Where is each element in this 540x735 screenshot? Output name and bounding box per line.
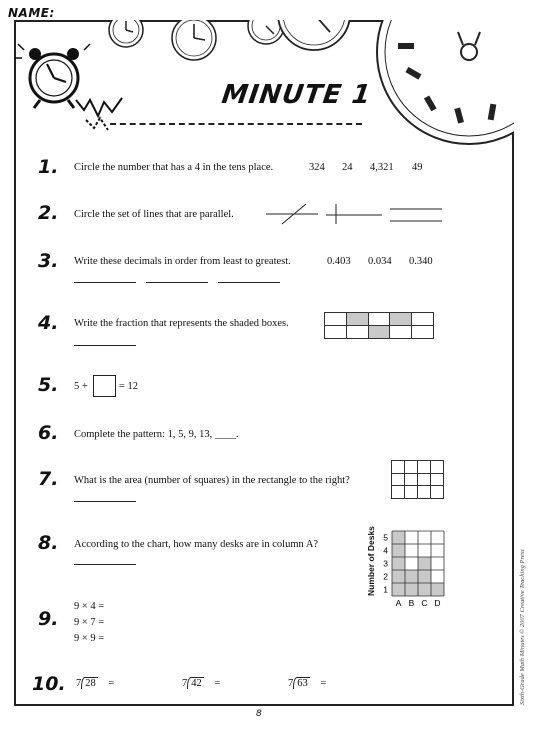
shaded-box <box>390 313 412 326</box>
question-number: 2. <box>38 202 59 224</box>
name-label: NAME: <box>8 6 55 20</box>
question-number: 10. <box>32 673 66 695</box>
grid-box <box>412 326 434 339</box>
question-number: 8. <box>38 532 59 554</box>
answer-option: 0.403 <box>327 256 351 267</box>
grid-box <box>412 313 434 326</box>
grid-square <box>392 486 405 499</box>
perpendicular-lines-option <box>326 204 382 224</box>
division-problem <box>76 678 114 689</box>
divisor: 7 <box>76 678 82 689</box>
grid-box <box>347 326 369 339</box>
chart-x-tick: B <box>408 598 415 608</box>
answer-option: 0.034 <box>368 256 392 267</box>
answer-blank[interactable] <box>74 564 136 565</box>
equals-sign: = <box>320 678 327 689</box>
answer-blank[interactable] <box>74 345 136 346</box>
chart-y-label: Number of Desks <box>366 526 376 596</box>
line-sets-figure <box>264 202 444 226</box>
multiplication-problem: 9 × 4 = <box>74 601 105 612</box>
divisor: 7 <box>182 678 188 689</box>
question-text: Circle the number that has a 4 in the tens place. <box>74 162 274 173</box>
chart-bar <box>418 557 431 596</box>
chart-y-tick: 1 <box>383 584 388 595</box>
page-title: MINUTE 1 <box>219 80 374 110</box>
grid-square <box>405 486 418 499</box>
equals-sign: = <box>108 678 115 689</box>
divisor: 7 <box>288 678 294 689</box>
grid-box <box>369 313 391 326</box>
question-text: What is the area (number of squares) in the rectangle to the right? <box>74 475 350 486</box>
grid-square <box>418 474 431 487</box>
answer-blank[interactable] <box>74 282 136 283</box>
grid-square <box>418 486 431 499</box>
dividend: 28 <box>81 677 98 689</box>
question-text: Write the fraction that represents the shaded boxes. <box>74 318 289 329</box>
title-dashed-line <box>110 123 362 125</box>
fraction-grid <box>324 312 434 339</box>
chart-x-tick: D <box>434 598 441 608</box>
grid-box <box>325 313 347 326</box>
shaded-box <box>369 326 391 339</box>
chart-y-tick: 4 <box>383 545 388 556</box>
grid-box <box>390 326 412 339</box>
question-number: 9. <box>38 608 59 630</box>
answer-blank[interactable] <box>146 282 208 283</box>
parallel-lines-option <box>390 209 442 221</box>
small-clock-icon <box>278 20 350 50</box>
multiplication-problem: 9 × 9 = <box>74 633 105 644</box>
question-number: 4. <box>38 312 59 334</box>
question-number: 1. <box>38 156 59 178</box>
intersecting-lines-option <box>266 204 318 224</box>
chart-y-tick: 3 <box>383 558 388 569</box>
equation-suffix: = 12 <box>119 381 139 392</box>
grid-square <box>418 461 431 474</box>
answer-option: 4,321 <box>370 162 394 173</box>
chart-y-tick: 2 <box>383 571 388 582</box>
question-number: 3. <box>38 250 59 272</box>
small-clock-icon <box>109 20 143 47</box>
answer-option: 0.340 <box>409 256 433 267</box>
dividend: 42 <box>187 677 204 689</box>
answer-blank[interactable] <box>74 501 136 502</box>
chart-x-tick: A <box>395 598 402 608</box>
alarm-clock-icon <box>15 44 122 130</box>
copyright-credit: Sixth-Grade Math Minutes © 2007 Creative Teaching Press <box>519 549 526 705</box>
equals-sign: = <box>214 678 221 689</box>
grid-square <box>431 486 444 499</box>
grid-square <box>392 461 405 474</box>
chart-bar <box>431 583 444 596</box>
answer-blank[interactable] <box>218 282 280 283</box>
question-text: Circle the set of lines that are parallel. <box>74 209 234 220</box>
chart-y-tick: 5 <box>383 532 388 543</box>
grid-square <box>431 474 444 487</box>
area-grid <box>391 460 444 499</box>
answer-option: 49 <box>412 162 423 173</box>
grid-square <box>405 461 418 474</box>
large-clock-icon <box>377 20 514 144</box>
division-problem <box>288 678 326 689</box>
answer-option: 24 <box>342 162 353 173</box>
equation-prefix: 5 + <box>74 381 88 392</box>
page-number: 8 <box>256 709 262 719</box>
question-text: Complete the pattern: 1, 5, 9, 13, ____. <box>74 429 239 440</box>
multiplication-problem: 9 × 7 = <box>74 617 105 628</box>
grid-square <box>392 474 405 487</box>
dividend: 63 <box>293 677 310 689</box>
chart-x-tick: C <box>421 598 428 608</box>
question-text: According to the chart, how many desks are in column A? <box>74 539 319 550</box>
shaded-box <box>347 313 369 326</box>
small-clock-icon <box>172 20 216 60</box>
question-number: 7. <box>38 468 59 490</box>
answer-box[interactable] <box>93 375 116 397</box>
grid-square <box>431 461 444 474</box>
grid-box <box>325 326 347 339</box>
grid-square <box>405 474 418 487</box>
question-text: Write these decimals in order from least to greatest. <box>74 256 291 267</box>
desk-bar-chart <box>376 526 450 608</box>
question-number: 5. <box>38 374 59 396</box>
question-number: 6. <box>38 422 59 444</box>
answer-option: 324 <box>309 162 325 173</box>
chart-bar <box>392 531 405 596</box>
division-problem <box>182 678 220 689</box>
